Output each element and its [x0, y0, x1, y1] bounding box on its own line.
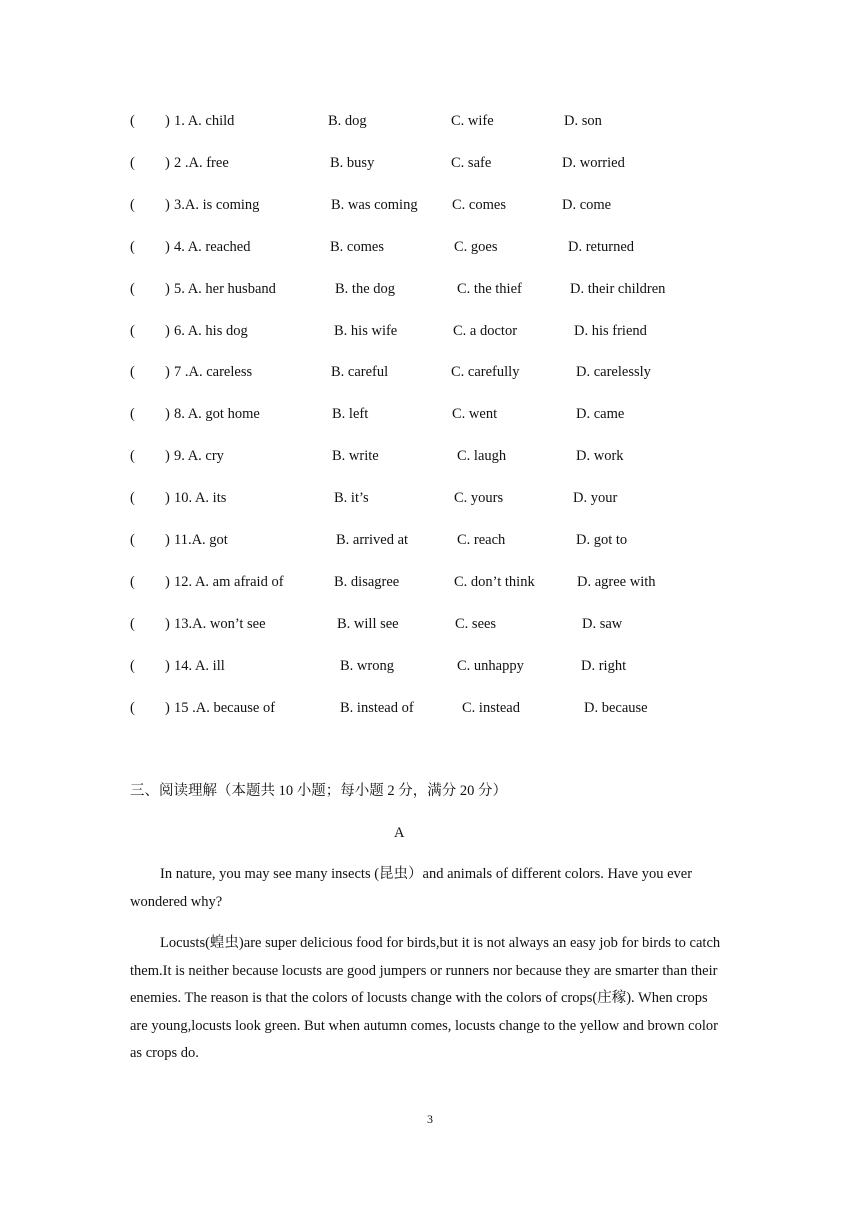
- answer-paren-open: (: [130, 615, 135, 632]
- option-a: 4. A. reached: [174, 238, 251, 255]
- option-b: B. dog: [328, 113, 367, 129]
- question-row: [0, 529, 860, 551]
- option-a: 8. A. got home: [174, 406, 260, 423]
- option-a: 5. A. her husband: [174, 280, 276, 297]
- option-a: 3.A. is coming: [174, 196, 260, 213]
- answer-paren-open: (: [130, 448, 135, 465]
- option-d: D. right: [581, 657, 627, 674]
- option-d: D. returned: [568, 238, 635, 255]
- answer-paren-open: (: [130, 154, 135, 171]
- option-c: C. comes: [452, 196, 506, 213]
- answer-paren-open: (: [130, 113, 135, 129]
- option-c: C. a doctor: [453, 322, 518, 339]
- option-c: C. instead: [462, 699, 520, 716]
- question-row: [0, 613, 860, 635]
- option-c: C. safe: [451, 154, 492, 171]
- option-b: B. arrived at: [336, 532, 409, 548]
- option-b: B. busy: [330, 154, 375, 171]
- option-d: D. got to: [576, 532, 628, 548]
- question-row: [0, 320, 860, 342]
- option-c: C. reach: [457, 532, 506, 548]
- question-row: [0, 655, 860, 677]
- option-d: D. come: [562, 196, 612, 213]
- option-a: 12. A. am afraid of: [174, 573, 284, 590]
- passage-label: A: [394, 825, 405, 841]
- question-row: [0, 361, 860, 383]
- option-a: 9. A. cry: [174, 448, 224, 465]
- paragraph-1: In nature, you may see many insects (昆虫）and animals of different colors. Have you ever wondered why?: [130, 866, 693, 910]
- answer-paren-close: ): [165, 699, 170, 716]
- answer-paren-open: (: [130, 657, 135, 674]
- option-d: D. his friend: [574, 322, 647, 339]
- paragraph-2: Locusts(蝗虫)are super delicious food for birds,but it is not always an easy job for birds to catch them.It is neither because locusts are good jumpers or runners nor because they are smarter than their enemies. The reason is that the colors of locusts change with the colors of crops(庄稼). When crops are young,locusts look green. But when autumn comes, locusts change to the yellow and brown color as crops do.: [130, 935, 721, 1061]
- question-row: [0, 445, 860, 467]
- answer-paren-close: ): [165, 113, 170, 129]
- option-a: 11.A. got: [174, 532, 228, 548]
- option-c: C. laugh: [457, 448, 507, 465]
- answer-paren-close: ): [165, 657, 170, 674]
- option-c: C. goes: [454, 238, 498, 255]
- option-a: 7 .A. careless: [174, 364, 253, 381]
- option-a: 14. A. ill: [174, 657, 225, 674]
- answer-paren-open: (: [130, 532, 135, 548]
- option-d: D. work: [576, 448, 624, 465]
- answer-paren-close: ): [165, 280, 170, 297]
- answer-paren-close: ): [165, 196, 170, 213]
- option-d: D. son: [564, 113, 602, 129]
- option-d: D. your: [573, 490, 618, 507]
- question-row: [0, 697, 860, 719]
- option-c: C. the thief: [457, 280, 522, 297]
- answer-paren-close: ): [165, 615, 170, 632]
- option-b: B. instead of: [340, 699, 414, 716]
- answer-paren-open: (: [130, 699, 135, 716]
- option-b: B. his wife: [334, 322, 398, 339]
- answer-paren-open: (: [130, 280, 135, 297]
- option-c: C. don’t think: [454, 573, 535, 590]
- option-b: B. disagree: [334, 573, 400, 590]
- question-row: [0, 403, 860, 425]
- option-a: 10. A. its: [174, 490, 227, 507]
- answer-paren-close: ): [165, 364, 170, 381]
- question-row: [0, 236, 860, 258]
- option-d: D. worried: [562, 154, 625, 171]
- answer-paren-open: (: [130, 238, 135, 255]
- option-b: B. wrong: [340, 657, 394, 674]
- answer-paren-close: ): [165, 490, 170, 507]
- option-a: 13.A. won’t see: [174, 615, 266, 632]
- answer-paren-open: (: [130, 490, 135, 507]
- option-a: 1. A. child: [174, 113, 235, 129]
- option-d: D. came: [576, 406, 625, 423]
- answer-paren-close: ): [165, 322, 170, 339]
- answer-paren-open: (: [130, 406, 135, 423]
- answer-paren-close: ): [165, 532, 170, 548]
- answer-paren-close: ): [165, 238, 170, 255]
- option-b: B. the dog: [335, 280, 396, 297]
- option-a: 15 .A. because of: [174, 699, 276, 716]
- answer-paren-open: (: [130, 322, 135, 339]
- question-row: [0, 571, 860, 593]
- option-a: 2 .A. free: [174, 154, 229, 171]
- option-b: B. left: [332, 406, 369, 423]
- answer-paren-close: ): [165, 448, 170, 465]
- answer-paren-close: ): [165, 406, 170, 423]
- option-b: B. it’s: [334, 490, 369, 507]
- option-c: C. unhappy: [457, 657, 524, 674]
- option-c: C. went: [452, 406, 498, 423]
- section-title: 三、阅读理解（本题共 10 小题；每小题 2 分，满分 20 分）: [130, 783, 507, 799]
- answer-paren-close: ): [165, 573, 170, 590]
- option-c: C. carefully: [451, 364, 520, 381]
- option-b: B. careful: [331, 364, 389, 381]
- option-c: C. sees: [455, 615, 497, 632]
- option-b: B. comes: [330, 238, 384, 255]
- question-row: [0, 278, 860, 300]
- question-row: [0, 110, 860, 132]
- option-b: B. will see: [337, 615, 399, 632]
- answer-paren-open: (: [130, 364, 135, 381]
- question-row: [0, 152, 860, 174]
- option-c: C. yours: [454, 490, 504, 507]
- answer-paren-open: (: [130, 196, 135, 213]
- option-d: D. carelessly: [576, 364, 651, 381]
- answer-paren-close: ): [165, 154, 170, 171]
- question-row: [0, 487, 860, 509]
- option-c: C. wife: [451, 113, 494, 129]
- option-a: 6. A. his dog: [174, 322, 248, 339]
- answer-paren-open: (: [130, 573, 135, 590]
- question-row: [0, 194, 860, 216]
- option-d: D. agree with: [577, 573, 656, 590]
- option-d: D. their children: [570, 280, 666, 297]
- option-d: D. because: [584, 699, 648, 716]
- option-b: B. was coming: [331, 196, 418, 213]
- option-d: D. saw: [582, 615, 623, 632]
- option-b: B. write: [332, 448, 379, 465]
- page-number: 3: [427, 1112, 433, 1126]
